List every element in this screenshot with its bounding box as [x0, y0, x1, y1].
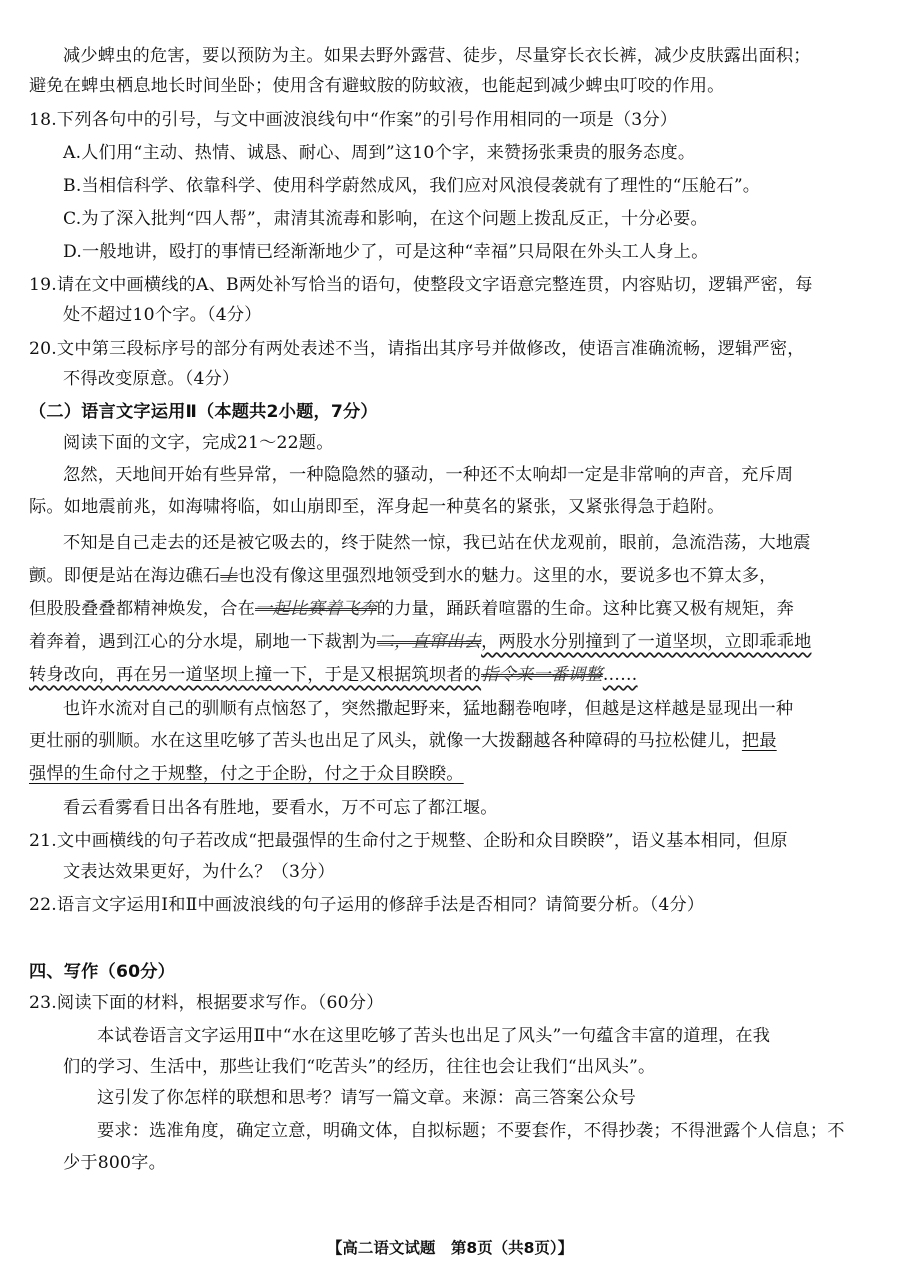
text-run: 颤。即便是站在海边礁石 [29, 566, 221, 586]
wavy-underlined-text: …… [602, 665, 638, 685]
question-23: 23.阅读下面的材料，根据要求写作。（60分） [29, 993, 384, 1013]
underlined-text: 把最 [741, 731, 777, 751]
requirements-line: 要求：选准角度，确定立意，明确文体，自拟标题；不要套作，不得抄袭；不得泄露个人信息；不 [97, 1121, 845, 1141]
handwritten-mark: 一起比赛着飞奔 [255, 599, 377, 619]
prompt-line: 这引发了你怎样的联想和思考？请写一篇文章。来源：高三答案公众号 [97, 1088, 637, 1108]
reading-line [29, 729, 777, 753]
requirements-line: 少于800字。 [63, 1153, 166, 1173]
wavy-underlined-text: 转身改向，再在另一道坚坝上撞一下，于是又根据筑坝者的 [29, 665, 482, 685]
question-20: 20.文中第三段标序号的部分有两处表述不当，请指出其序号并做修改，使语言准确流畅，逻辑严密， [29, 339, 805, 359]
passage-line: 避免在蜱虫栖息地长时间坐卧；使用含有避蚊胺的防蚊液，也能起到减少蜱虫叮咬的作用。 [29, 76, 725, 96]
instruction: 阅读下面的文字，完成21～22题。 [63, 433, 334, 453]
question-19-cont: 处不超过10个字。（4分） [63, 305, 262, 325]
reading-line: 忽然，天地间开始有些异常，一种隐隐然的骚动，一种还不太响却一定是非常响的声音，充斥周 [63, 465, 794, 485]
reading-line [29, 597, 794, 621]
question-18: 18.下列各句中的引号，与文中画波浪线句中“作案”的引号作用相同的一项是（3分） [29, 110, 678, 130]
reading-line [29, 762, 464, 786]
reading-line: 也许水流对自己的驯顺有点恼怒了，突然撒起野来，猛地翻卷咆哮，但越是这样越是显现出一种 [63, 699, 794, 719]
underlined-text: 强悍的生命付之于规整，付之于企盼，付之于众目睽睽。 [29, 764, 464, 784]
section-heading: 四、写作（60分） [29, 962, 176, 982]
text-run: 但股股叠叠都精神焕发，合在 [29, 599, 256, 619]
reading-line: 看云看雾看日出各有胜地，要看水，万不可忘了都江堰。 [63, 798, 498, 818]
handwritten-mark: 二，直窜出去 [376, 632, 482, 652]
option-c: C.为了深入批判“四人帮”，肃清其流毒和影响，在这个问题上拨乱反正，十分必要。 [63, 209, 708, 229]
text-run: 的力量，踊跃着喧嚣的生命。这种比赛又极有规矩，奔 [376, 599, 795, 619]
material-line: 本试卷语言文字运用Ⅱ中“水在这里吃够了苦头也出足了风头”一句蕴含丰富的道理，在我 [97, 1026, 771, 1046]
question-21: 21.文中画横线的句子若改成“把最强悍的生命付之于规整、企盼和众目睽睽”，语义基本相同，但原 [29, 831, 788, 851]
question-20-cont: 不得改变原意。（4分） [63, 369, 240, 389]
page-footer: 【高二语文试题 第8页（共8页）】 [326, 1239, 574, 1257]
option-a: A.人们用“主动、热情、诚恳、耐心、周到”这10个字，来赞扬张秉贵的服务态度。 [63, 143, 696, 163]
material-line: 们的学习、生活中，那些让我们“吃苦头”的经历，往往也会让我们“出风头”。 [63, 1057, 656, 1077]
reading-line: 际。如地震前兆，如海啸将临，如山崩即至，浑身起一种莫名的紧张，又紧张得急于趋附。 [29, 497, 725, 517]
section-heading: （二）语言文字运用Ⅱ（本题共2小题，7分） [29, 402, 378, 422]
reading-line [29, 630, 811, 654]
handwritten-mark: 上 [220, 566, 238, 586]
reading-line [29, 663, 638, 687]
option-b: B.当相信科学、依靠科学、使用科学蔚然成风，我们应对风浪侵袭就有了理性的“压舱石”。 [63, 176, 761, 196]
text-run: 更壮丽的驯顺。水在这里吃够了苦头也出足了风头，就像一大拨翻越各种障碍的马拉松健儿， [29, 731, 742, 751]
question-22: 22.语言文字运用Ⅰ和Ⅱ中画波浪线的句子运用的修辞手法是否相同？请简要分析。（4分） [29, 895, 705, 915]
text-run: 着奔着，遇到江心的分水堤，刷地一下裁割为 [29, 632, 377, 652]
reading-line [29, 564, 777, 588]
passage-line: 减少蜱虫的危害，要以预防为主。如果去野外露营、徒步，尽量穿长衣长裤，减少皮肤露出面积； [63, 46, 811, 66]
option-d: D.一般地讲，殴打的事情已经渐渐地少了，可是这种“幸福”只局限在外头工人身上。 [63, 242, 709, 262]
wavy-underlined-text: ，两股水分别撞到了一道坚坝，立即乖乖地 [481, 632, 812, 652]
handwritten-mark: 指令来一番调整 [481, 665, 603, 685]
question-19: 19.请在文中画横线的A、B两处补写恰当的语句，使整段文字语意完整连贯，内容贴切，逻辑严密，每 [29, 275, 813, 295]
reading-line: 不知是自己走去的还是被它吸去的，终于陡然一惊，我已站在伏龙观前，眼前，急流浩荡，大地震 [63, 533, 811, 553]
question-21-cont: 文表达效果更好，为什么？（3分） [63, 862, 335, 882]
text-run: 也没有像这里强烈地领受到水的魅力。这里的水，要说多也不算太多， [237, 566, 777, 586]
